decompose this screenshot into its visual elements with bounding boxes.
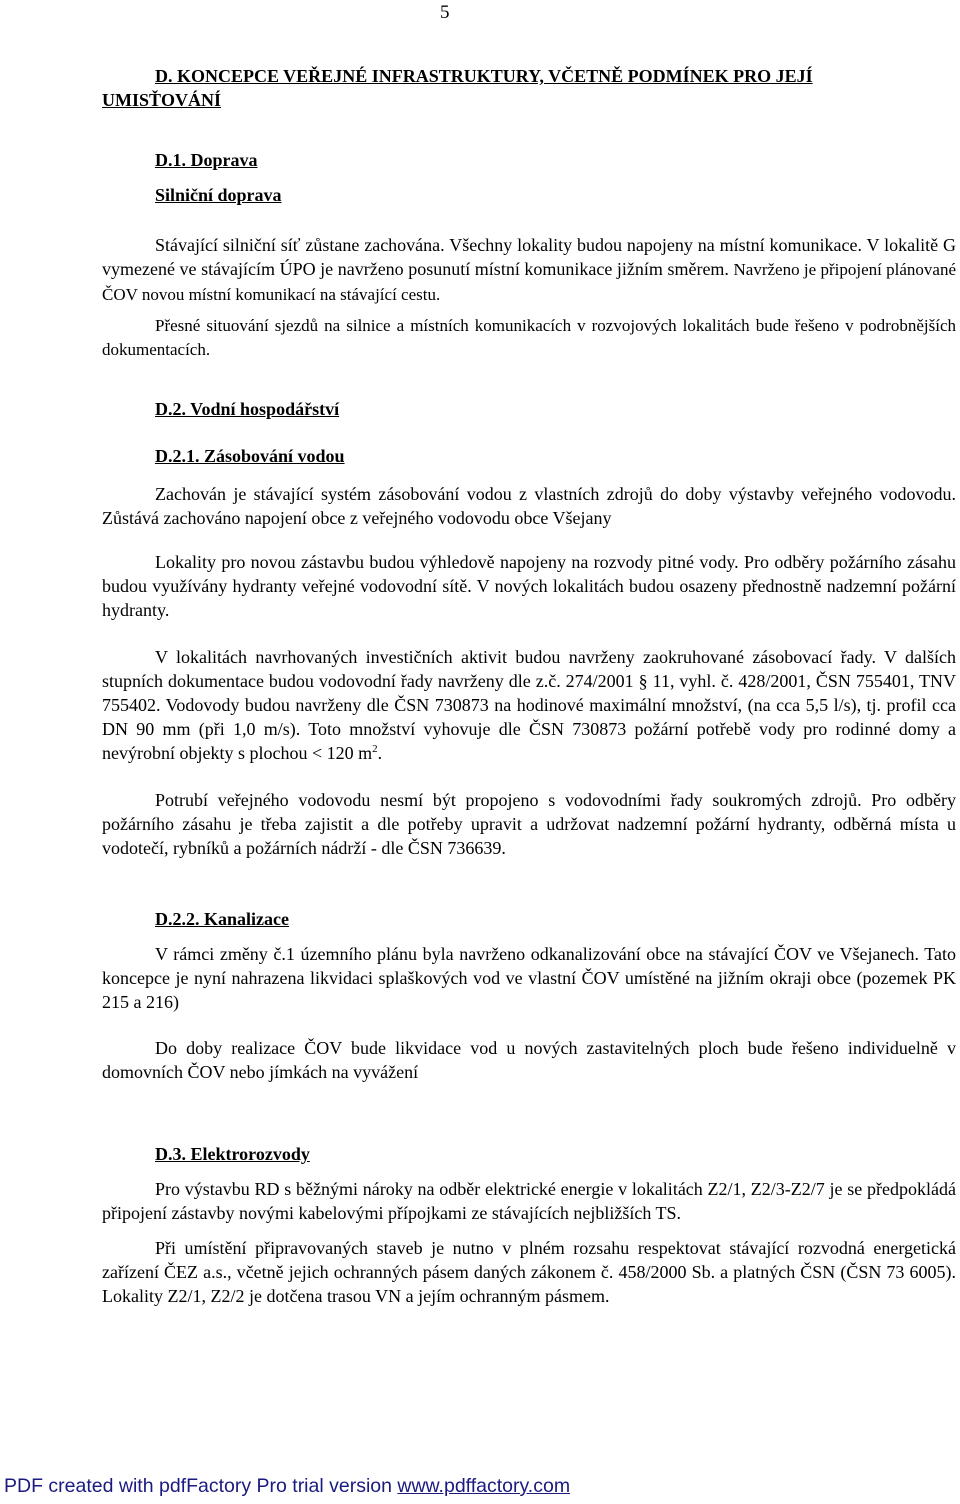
- paragraph-elektro-2: [102, 1236, 956, 1308]
- footer-text: PDF created with pdfFactory Pro trial version: [4, 1475, 398, 1497]
- page-number: 5: [440, 2, 450, 23]
- paragraph-text: V rámci změny č.1 územního plánu byla navrženo odkanalizování obce na stávající ČOV ve Všejanech. Tato koncepce je nyní nahrazena likvidaci splaškových vod ve vlastní ČOV umístěné na jižním okraji obce (pozemek PK 215 a 216): [102, 944, 956, 1012]
- paragraph-text-sans: Navrženo je připojení plánované ČOV novou místní komunikací na stávající cestu.: [102, 260, 957, 304]
- section-title-line2: UMISŤOVÁNÍ: [102, 90, 222, 110]
- paragraph-silnicni-1: [102, 233, 956, 307]
- paragraph-silnicni-2: [102, 314, 956, 362]
- paragraph-kanalizace-1: [102, 942, 956, 1014]
- paragraph-text: Do doby realizace ČOV bude likvidace vod u nových zastavitelných ploch bude řešeno individuelně v domovních ČOV nebo jímkách na vyvážení: [102, 1038, 956, 1082]
- heading-d21-zasobovani-vodou: D.2.1. Zásobování vodou: [155, 446, 345, 466]
- heading-silnicni-doprava: Silniční doprava: [155, 185, 282, 205]
- paragraph-text: Stávající silniční síť zůstane zachována. Všechny lokality budou napojeny na místní komunikace. V lokalitě G vymezené ve stávajícím ÚPO je navrženo posunutí místní komunikace jižním směrem.: [102, 235, 956, 279]
- paragraph-zasobovani-4: [102, 788, 956, 860]
- heading-d22-kanalizace: D.2.2. Kanalizace: [155, 909, 289, 929]
- paragraph-text: Zachován je stávající systém zásobování vodou z vlastních zdrojů do doby výstavby veřejného vodovodu. Zůstává zachováno napojení obce z veřejného vodovodu obce Všejany: [102, 484, 956, 528]
- paragraph-text: Potrubí veřejného vodovodu nesmí být propojeno s vodovodními řady soukromých zdrojů. Pro odběry požárního zásahu je třeba zajistit a dle potřeby upravit a udržovat nadzemní požární hydranty, odběrná místa u vodotečí, rybníků a požárních nádrží - dle ČSN 736639.: [102, 790, 956, 858]
- paragraph-end: .: [377, 743, 383, 763]
- heading-d1-doprava: D.1. Doprava: [155, 150, 258, 170]
- paragraph-kanalizace-2: [102, 1036, 956, 1084]
- paragraph-zasobovani-3: [102, 645, 956, 765]
- paragraph-text: Při umístění připravovaných staveb je nutno v plném rozsahu respektovat stávající rozvodná energetická zařízení ČEZ a.s., včetně jejich ochranných pásem daných zákonem č. 458/2000 Sb. a platných ČSN (ČSN 73 6005). Lokality Z2/1, Z2/2 je dotčena trasou VN a jejím ochranným pásmem.: [102, 1238, 956, 1306]
- footer-link[interactable]: www.pdffactory.com: [397, 1475, 571, 1497]
- pdf-footer: [4, 1475, 570, 1498]
- heading-d2-vodni-hospodarstvi: D.2. Vodní hospodářství: [155, 399, 340, 419]
- paragraph-text: Lokality pro novou zástavbu budou výhledově napojeny na rozvody pitné vody. Pro odběry požárního zásahu budou využívány hydranty veřejné vodovodní sítě. V nových lokalitách budou osazeny přednostně nadzemní požární hydranty.: [102, 552, 956, 620]
- paragraph-elektro-1: [102, 1177, 956, 1225]
- paragraph-text: Pro výstavbu RD s běžnými nároky na odběr elektrické energie v lokalitách Z2/1, Z2/3-Z2/7 je se předpokládá připojení zástavby novými kabelovými přípojkami ze stávajících nejbližších TS.: [102, 1179, 956, 1223]
- paragraph-zasobovani-1: [102, 482, 956, 530]
- section-title-line1: D. KONCEPCE VEŘEJNÉ INFRASTRUKTURY, VČETNĚ PODMÍNEK PRO JEJÍ: [155, 66, 813, 86]
- paragraph-zasobovani-2: [102, 550, 956, 622]
- paragraph-text: V lokalitách navrhovaných investičních aktivit budou navrženy zaokruhované zásobovací řady. V dalších stupních dokumentace budou vodovodní řady navrženy dle z.č. 274/2001 § 11, vyhl. č. 428/2001, ČSN 755401, TNV 755402. Vodovody budou navrženy dle ČSN 730873 na hodinové maximální množství, (na cca 5,5 l/s), tj. profil cca DN 90 mm (při 1,0 m/s). Toto množství vyhovuje dle ČSN 730873 požární potřebě vody pro rodinné domy a nevýrobní objekty s plochou < 120 m: [102, 647, 956, 763]
- section-title: [102, 64, 956, 112]
- paragraph-text: Přesné situování sjezdů na silnice a místních komunikacích v rozvojových lokalitách bude řešeno v podrobnějších dokumentacích.: [102, 316, 956, 359]
- heading-d3-elektrorozvody: D.3. Elektrorozvody: [155, 1144, 310, 1164]
- superscript: 2: [372, 743, 378, 755]
